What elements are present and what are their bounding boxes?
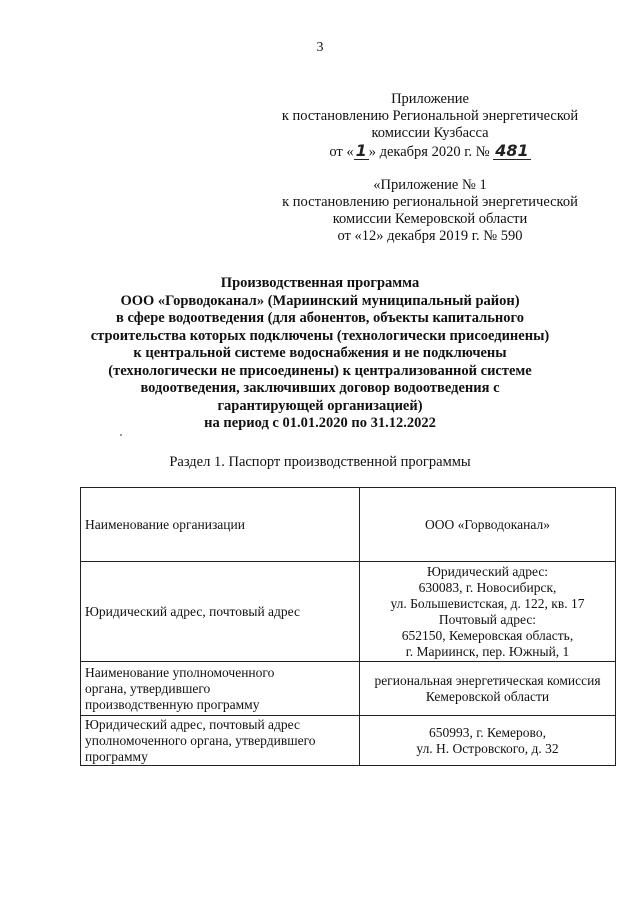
- cell-line: Кемеровской области: [425, 688, 550, 704]
- table-row: [81, 488, 616, 562]
- appendix-current-line3: комиссии Кузбасса: [371, 125, 489, 141]
- cell-line: Наименование уполномоченного: [85, 664, 275, 680]
- appendix-current-line2: к постановлению Региональной энергетической: [281, 108, 579, 124]
- cell-line: производственную программу: [85, 696, 260, 712]
- appendix-previous-line3: комиссии Кемеровской области: [332, 211, 528, 227]
- handwritten-day: 1: [355, 141, 367, 160]
- cell-line: Юридический адрес, почтовый адрес: [85, 716, 300, 732]
- title-line: ООО «Горводоканал» (Мариинский муниципальный район): [120, 292, 520, 309]
- cell-line: 650993, г. Кемерово,: [429, 724, 546, 740]
- cell-line: ООО «Горводоканал»: [425, 516, 550, 532]
- title-line: (технологически не присоединены) к централизованной системе: [108, 362, 532, 379]
- appendix-current: [240, 91, 620, 161]
- cell-line: Юридический адрес:: [426, 563, 549, 579]
- row-value: [360, 488, 616, 562]
- appendix-current-date: [240, 142, 620, 161]
- cell-line: программу: [85, 748, 148, 764]
- row-label: [81, 662, 360, 716]
- cell-line: Наименование организации: [85, 516, 245, 532]
- row-label: [81, 488, 360, 562]
- cell-line: 630083, г. Новосибирск,: [418, 579, 557, 595]
- scan-speck: [120, 434, 122, 436]
- page-number: 3: [316, 40, 324, 55]
- title-line: строительства которых подключены (технологически присоединены): [90, 327, 550, 344]
- table-row: [81, 716, 616, 766]
- row-value: [360, 562, 616, 662]
- table-row: [81, 562, 616, 662]
- handwritten-number: 481: [495, 141, 529, 160]
- row-value: [360, 662, 616, 716]
- appendix-previous-line1: «Приложение № 1: [373, 177, 487, 193]
- cell-line: уполномоченного органа, утвердившего: [85, 732, 316, 748]
- cell-line: 652150, Кемеровская область,: [401, 627, 574, 643]
- date-prefix: от «: [329, 144, 354, 160]
- appendix-previous: [240, 177, 620, 245]
- title-line: Производственная программа: [220, 275, 420, 291]
- row-label: [81, 716, 360, 766]
- cell-line: органа, утвердившего: [85, 680, 211, 696]
- title-line: гарантирующей организацией): [217, 397, 423, 414]
- appendix-previous-line2: к постановлению региональной энергетической: [282, 194, 578, 210]
- cell-line: Юридический адрес, почтовый адрес: [85, 603, 300, 619]
- row-label: [81, 562, 360, 662]
- title-line: водоотведения, заключивших договор водоотведения с: [140, 380, 500, 396]
- title-line: в сфере водоотведения (для абонентов, объекты капитального: [116, 310, 524, 326]
- cell-line: г. Мариинск, пер. Южный, 1: [405, 643, 570, 659]
- table-row: [81, 662, 616, 716]
- cell-line: региональная энергетическая комиссия: [374, 672, 601, 688]
- cell-line: ул. Большевистская, д. 122, кв. 17: [390, 595, 585, 611]
- section-title: Раздел 1. Паспорт производственной программы: [169, 454, 471, 470]
- appendix-previous-line4: от «12» декабря 2019 г. № 590: [337, 228, 523, 244]
- title-period: на период с 01.01.2020 по 31.12.2022: [204, 415, 436, 431]
- row-value: [360, 716, 616, 766]
- program-title: [60, 275, 580, 433]
- cell-line: ул. Н. Островского, д. 32: [416, 740, 559, 756]
- title-line: к центральной системе водоснабжения и не подключены: [133, 345, 507, 361]
- cell-line: Почтовый адрес:: [438, 611, 537, 627]
- appendix-current-line1: Приложение: [391, 91, 469, 107]
- passport-table: [80, 487, 616, 766]
- date-suffix: » декабря 2020 г. №: [368, 144, 490, 160]
